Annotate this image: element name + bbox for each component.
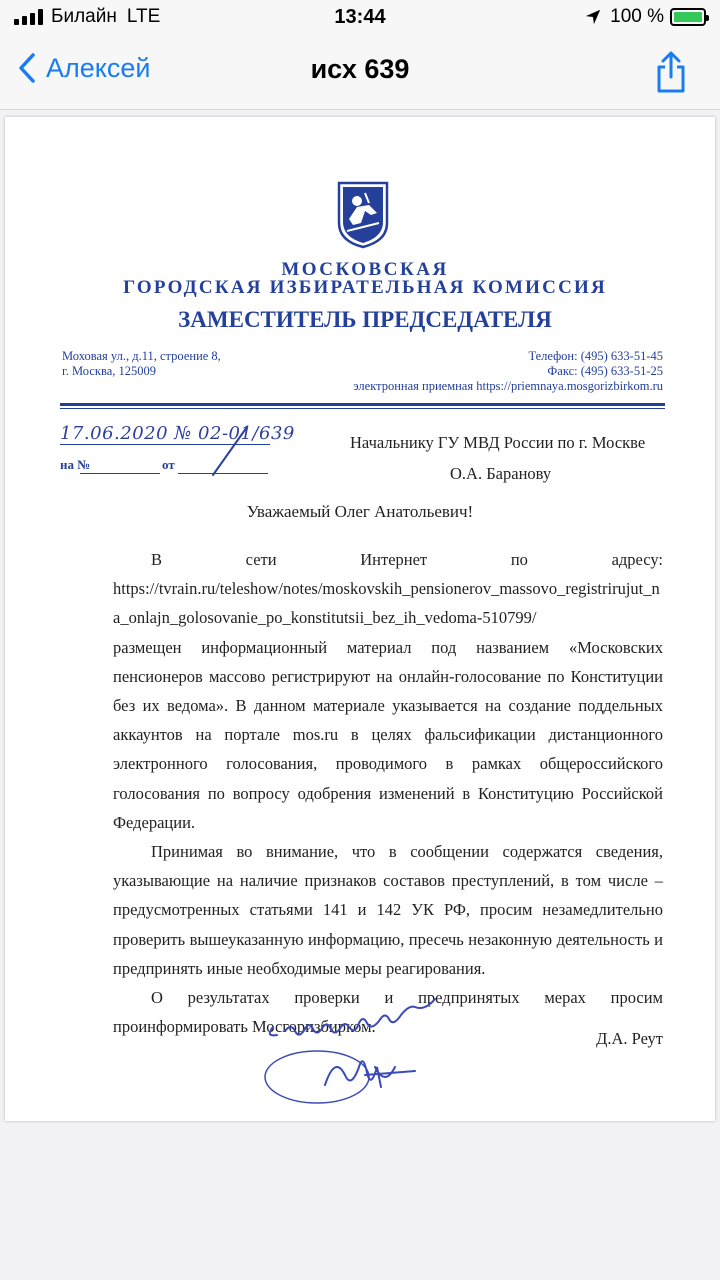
status-right [584,6,706,28]
salutation: Уважаемый Олег Анатольевич! [246,502,474,521]
fax-line: Факс: (495) 633-51-25 [547,364,663,378]
article-url: https://tvrain.ru/teleshow/notes/moskovskih_pensionerov_massovo_registrirujut_na_onlajn_golosovanie_po_konstitutsii_bez_ih_vedoma-510799/ [113,579,660,628]
viewer-background [0,1128,720,1280]
share-button[interactable] [654,50,688,99]
status-bar [0,0,720,40]
position-title: ЗАМЕСТИТЕЛЬ ПРЕДСЕДАТЕЛЯ [178,307,552,332]
outgoing-number: 17.06.2020 № 02-01/639 [60,423,295,444]
share-icon [654,50,688,94]
incoming-number-line [80,473,160,474]
carrier-label: Билайн [51,6,117,27]
location-arrow-icon [584,8,602,26]
addressee-name: О.А. Баранову [450,464,552,483]
reception-line: электронная приемная https://priemnaya.mosgorizbirkom.ru [353,379,663,393]
incoming-date-label: от [162,457,175,472]
document-page [5,117,715,1121]
incoming-number-label: на № [60,457,91,472]
addressee-line: Начальнику ГУ МВД России по г. Москве [350,433,646,452]
incoming-date-line [178,473,268,474]
moscow-emblem-icon [335,179,391,249]
clock: 13:44 [334,6,386,28]
page-title: исх 639 [310,54,410,84]
nav-bar [0,40,720,110]
back-label: Алексей [46,52,151,83]
org-address [62,349,221,379]
battery-icon [670,8,706,26]
org-name-line2: ГОРОДСКАЯ ИЗБИРАТЕЛЬНАЯ КОМИССИЯ [123,277,607,298]
paragraph: О результатах проверки и предпринятых мерах просим проинформировать Мосгоризбирком. [113,988,663,1037]
ref-slash-stroke [205,423,255,483]
letter-body [113,545,663,1041]
address-line: г. Москва, 125009 [62,364,156,378]
phone-line: Телефон: (495) 633-51-45 [528,349,663,363]
address-line: Моховая ул., д.11, строение 8, [62,349,221,363]
paragraph: размещен информационный материал под названием «Московских пенсионеров массово регистрируют на онлайн-голосование по Конституции без их ведома». В данном материале указывается на создание поддельных аккаунтов на портале mos.ru в целях фальсификации дистанционного электронного голосования, проводимого в рамках общероссийского голосования по вопросу одобрения изменений в Конституцию Российской Федерации. [113,637,663,832]
header-divider [60,403,665,406]
paragraph: Принимая во внимание, что в сообщении содержатся сведения, указывающие на наличие признаков составов преступлений, в том числе – предусмотренных статьями 141 и 142 УК РФ, просим незамедлительно проверить вышеуказанную информацию, пресечь незаконную деятельность и предпринять иные необходимые меры реагирования. [113,842,663,978]
org-contacts [353,349,663,394]
handwritten-signature [255,997,525,1107]
signer-name: Д.А. Реут [596,1029,663,1048]
network-label: LTE [126,6,161,27]
org-name-line1: МОСКОВСКАЯ [281,259,449,280]
paragraph-intro: В сети Интернет по адресу: [151,550,663,569]
header-divider-thin [60,408,665,409]
battery-fill [674,12,702,22]
battery-percent: 100 % [610,6,664,27]
